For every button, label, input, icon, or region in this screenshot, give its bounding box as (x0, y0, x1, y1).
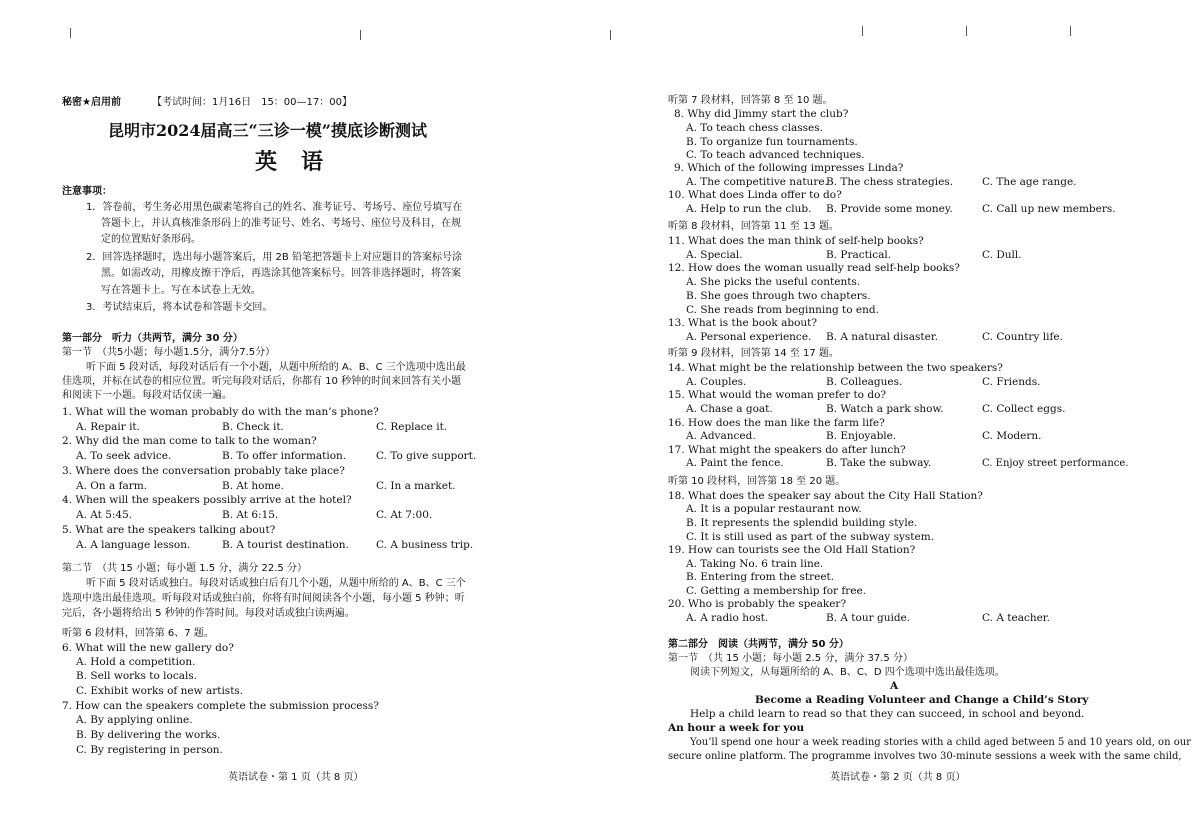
option-b: B. Practical. (826, 249, 892, 261)
material-heading: 听第 6 段材料，回答第 6、7 题。 (62, 628, 214, 639)
exam-title: 昆明市2024届高三“三诊一模”摸底诊断测试 (108, 121, 427, 140)
section1-heading: 第一节 （共5小题；每小题1.5分，满分7.5分） (62, 347, 276, 358)
page-footer: 英语试卷・第 1 页（共 8 页） (228, 772, 364, 783)
question-text: 4. When will the speakers possibly arrive at the hotel? (62, 494, 352, 506)
option-b: B. Take the subway. (826, 457, 932, 469)
option-b: B. A natural disaster. (826, 331, 939, 343)
option-a: A. It is a popular restaurant now. (686, 503, 862, 515)
option-a: A. A radio host. (686, 612, 769, 624)
question-text: 12. How does the woman usually read self-help books? (668, 262, 960, 274)
question-text: 19. How can tourists see the Old Hall Station? (668, 544, 916, 556)
option-a: A. Hold a competition. (76, 656, 196, 668)
question-text: 3. Where does the conversation probably take place? (62, 465, 345, 477)
option-c: C. By registering in person. (76, 744, 223, 756)
option-a: A. Paint the fence. (686, 457, 784, 469)
option-b: B. The chess strategies. (826, 176, 954, 188)
material-heading: 听第 9 段材料，回答第 14 至 17 题。 (668, 348, 839, 359)
option-c: C. Call up new members. (982, 203, 1116, 215)
exam-page-2 (600, 0, 1200, 831)
passage-paragraph: secure online platform. The programme involves two 30-minute sessions a week with the same child, (668, 751, 1182, 762)
question-text: 9. Which of the following impresses Linda? (674, 162, 904, 174)
note-line: 2．回答选择题时，选出每小题答案后，用 2B 铅笔把答题卡上对应题目的答案标号涂 (86, 252, 462, 263)
option-c: C. Dull. (982, 249, 1022, 261)
question-text: 5. What are the speakers talking about? (62, 524, 276, 536)
option-c: C. Getting a membership for free. (686, 585, 867, 597)
passage-subheading: An hour a week for you (668, 722, 805, 734)
option-b: B. Sell works to locals. (76, 670, 198, 682)
option-c: C. Exhibit works of new artists. (76, 685, 244, 697)
question-text: 8. Why did Jimmy start the club? (674, 108, 849, 120)
option-a: A. Special. (686, 249, 743, 261)
scan-mark (966, 26, 967, 36)
material-heading: 听第 8 段材料，回答第 11 至 13 题。 (668, 221, 839, 232)
option-a: A. On a farm. (76, 480, 148, 492)
scan-mark (360, 30, 361, 40)
option-b: B. To organize fun tournaments. (686, 136, 858, 148)
material-heading: 听第 7 段材料，回答第 8 至 10 题。 (668, 95, 833, 106)
passage-title: Become a Reading Volunteer and Change a Child’s Story (755, 694, 1089, 706)
option-c: C. Replace it. (376, 421, 448, 433)
option-b: B. At 6:15. (222, 509, 279, 521)
part2-instruction: 阅读下列短文，从每题所给的 A、B、C、D 四个选项中选出最佳选项。 (690, 667, 1005, 678)
scan-mark (610, 30, 611, 40)
question-text: 20. Who is probably the speaker? (668, 598, 847, 610)
option-b: B. She goes through two chapters. (686, 290, 871, 302)
option-b: B. A tour guide. (826, 612, 911, 624)
option-a: A. By applying online. (76, 714, 193, 726)
option-b: B. A tourist destination. (222, 539, 349, 551)
note-line: 黑。如需改动，用橡皮擦干净后，再选涂其他答案标号。回答非选择题时，将答案 (101, 268, 461, 279)
question-text: 7. How can the speakers complete the submission process? (62, 700, 379, 712)
question-text: 10. What does Linda offer to do? (668, 189, 842, 201)
option-c: C. A business trip. (376, 539, 474, 551)
option-b: B. Entering from the street. (686, 571, 835, 583)
scan-mark (70, 28, 71, 38)
option-a: A. Couples. (686, 376, 747, 388)
scan-mark (862, 26, 863, 36)
option-c: C. A teacher. (982, 612, 1051, 624)
option-c: C. Modern. (982, 430, 1042, 442)
option-b: B. At home. (222, 480, 284, 492)
option-a: A. Repair it. (76, 421, 140, 433)
section2-heading: 第二节 （共 15 小题；每小题 1.5 分，满分 22.5 分） (62, 563, 307, 574)
note-line: 3．考试结束后，将本试卷和答题卡交回。 (86, 302, 273, 313)
option-b: B. Colleagues. (826, 376, 903, 388)
option-b: B. Enjoyable. (826, 430, 897, 442)
scan-mark (1070, 26, 1071, 36)
note-line: 答题卡上，并认真核准条形码上的准考证号、姓名、考场号、座位号及科目，在规 (101, 218, 461, 229)
section1-instruction: 佳选项，并标在试卷的相应位置。听完每段对话后，你都有 10 秒钟的时间来回答有关小题 (62, 376, 462, 387)
note-line: 1．答卷前，考生务必用黑色碳素笔将自己的姓名、准考证号、考场号、座位号填写在 (86, 202, 463, 213)
option-c: C. She reads from beginning to end. (686, 304, 879, 316)
section2-instruction: 选项中选出最佳选项。听每段对话或独白前，你将有时间阅读各个小题，每小题 5 秒钟；听 (62, 593, 465, 604)
option-a: A. At 5:45. (76, 509, 133, 521)
option-b: B. By delivering the works. (76, 729, 221, 741)
question-text: 11. What does the man think of self-help books? (668, 235, 924, 247)
option-c: C. At 7:00. (376, 509, 433, 521)
option-c: C. Country life. (982, 331, 1063, 343)
option-a: A. Taking No. 6 train line. (686, 558, 824, 570)
passage-letter: A (890, 680, 899, 692)
option-c: C. Enjoy street performance. (982, 458, 1129, 469)
note-line: 写在答题卡上。写在本试卷上无效。 (101, 285, 261, 296)
option-a: A. Chase a goat. (686, 403, 773, 415)
option-b: B. It represents the splendid building style. (686, 517, 918, 529)
exam-time: 【考试时间：1月16日 15：00—17：00】 (152, 97, 352, 108)
part2-section1-heading: 第一节 （共 15 小题；每小题 2.5 分，满分 37.5 分） (668, 653, 913, 664)
option-c: C. In a market. (376, 480, 456, 492)
option-c: C. Collect eggs. (982, 403, 1066, 415)
question-text: 16. How does the man like the farm life? (668, 417, 885, 429)
notes-heading: 注意事项： (62, 186, 112, 197)
section1-instruction: 和阅读下一小题。每段对话仅读一遍。 (62, 390, 232, 401)
question-text: 6. What will the new gallery do? (62, 642, 234, 654)
section2-instruction: 完后，各小题将给出 5 秒钟的作答时间。每段对话或独白读两遍。 (62, 608, 355, 619)
question-text: 13. What is the book about? (668, 317, 818, 329)
part2-heading: 第二部分 阅读（共两节，满分 50 分） (668, 639, 849, 650)
note-line: 定的位置贴好条形码。 (101, 234, 201, 245)
page-footer: 英语试卷・第 2 页（共 8 页） (830, 772, 966, 783)
option-a: A. To teach chess classes. (686, 122, 823, 134)
question-text: 14. What might be the relationship between the two speakers? (668, 362, 1003, 374)
question-text: 15. What would the woman prefer to do? (668, 389, 887, 401)
option-b: B. Provide some money. (826, 203, 953, 215)
option-a: A. To seek advice. (76, 450, 172, 462)
option-a: A. Advanced. (686, 430, 756, 442)
section2-instruction: 听下面 5 段对话或独白。每段对话或独白后有几个小题，从题中所给的 A、B、C 三个 (86, 578, 466, 589)
passage-paragraph: You’ll spend one hour a week reading stories with a child aged between 5 and 10 years old, on our (690, 737, 1191, 748)
option-c: C. Friends. (982, 376, 1041, 388)
option-a: A. The competitive nature. (686, 176, 828, 188)
subject-title: 英语 (255, 149, 348, 175)
option-b: B. To offer information. (222, 450, 347, 462)
confidential-label: 秘密★启用前 (62, 97, 121, 108)
option-c: C. It is still used as part of the subway system. (686, 531, 935, 543)
option-a: A. Personal experience. (686, 331, 812, 343)
material-heading: 听第 10 段材料，回答第 18 至 20 题。 (668, 476, 846, 487)
question-text: 2. Why did the man come to talk to the woman? (62, 435, 317, 447)
option-b: B. Check it. (222, 421, 284, 433)
option-a: A. A language lesson. (76, 539, 191, 551)
section1-instruction: 听下面 5 段对话，每段对话后有一个小题，从题中所给的 A、B、C 三个选项中选出最 (86, 362, 466, 373)
question-text: 17. What might the speakers do after lunch? (668, 444, 906, 456)
question-text: 18. What does the speaker say about the City Hall Station? (668, 490, 983, 502)
option-c: C. To give support. (376, 450, 477, 462)
option-b: B. Watch a park show. (826, 403, 944, 415)
option-a: A. She picks the useful contents. (686, 276, 861, 288)
question-text: 1. What will the woman probably do with the man’s phone? (62, 406, 379, 418)
passage-intro: Help a child learn to read so that they can succeed, in school and beyond. (690, 708, 1085, 720)
option-c: C. To teach advanced techniques. (686, 149, 865, 161)
option-a: A. Help to run the club. (686, 203, 812, 215)
part1-heading: 第一部分 听力（共两节，满分 30 分） (62, 333, 243, 344)
option-c: C. The age range. (982, 176, 1077, 188)
